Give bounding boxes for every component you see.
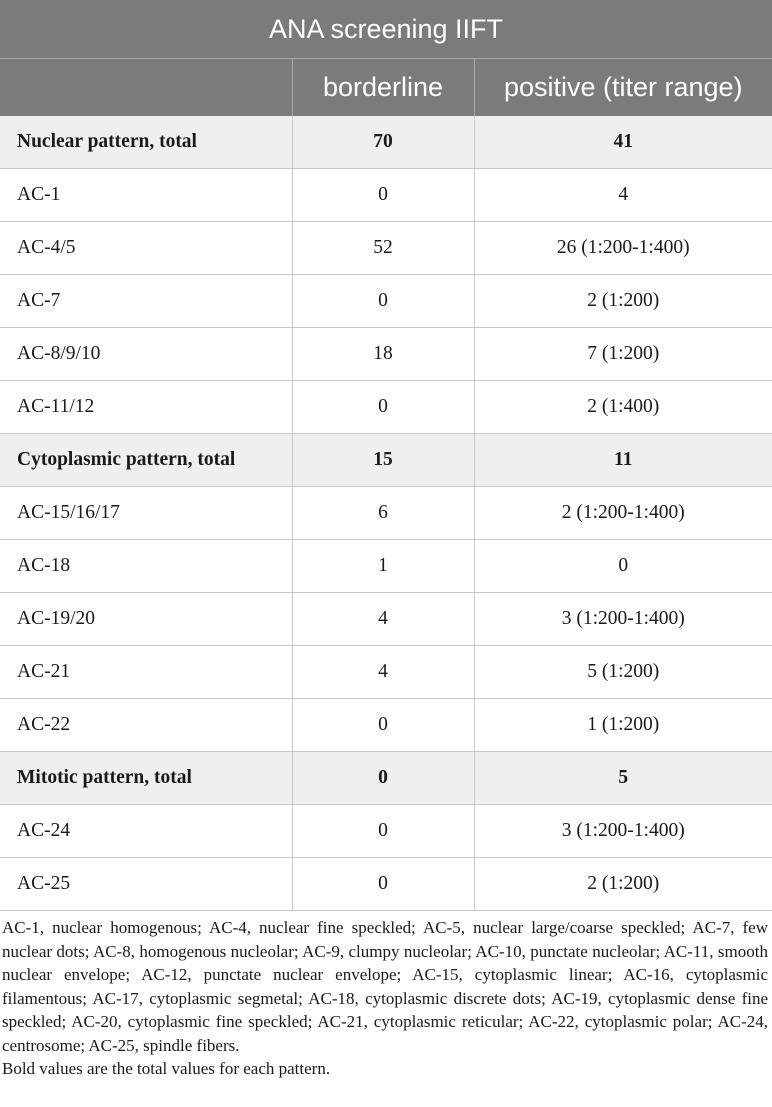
cell-pattern: AC-19/20 — [0, 593, 292, 646]
cell-pattern: AC-4/5 — [0, 222, 292, 275]
table-row — [0, 328, 772, 381]
cell-borderline: 52 — [292, 222, 474, 275]
cell-borderline: 4 — [292, 646, 474, 699]
cell-pattern: AC-24 — [0, 805, 292, 858]
table-row — [0, 275, 772, 328]
table-row — [0, 540, 772, 593]
cell-pattern: AC-15/16/17 — [0, 487, 292, 540]
cell-pattern: AC-25 — [0, 858, 292, 911]
cell-positive: 11 — [474, 434, 772, 487]
cell-positive: 2 (1:200-1:400) — [474, 487, 772, 540]
table-row — [0, 222, 772, 275]
cell-pattern: AC-18 — [0, 540, 292, 593]
table-row — [0, 646, 772, 699]
cell-borderline: 0 — [292, 381, 474, 434]
table-row-total — [0, 434, 772, 487]
cell-pattern: AC-1 — [0, 169, 292, 222]
cell-positive: 5 — [474, 752, 772, 805]
column-header-row — [0, 59, 772, 117]
cell-pattern: AC-8/9/10 — [0, 328, 292, 381]
cell-positive: 4 — [474, 169, 772, 222]
table-row — [0, 487, 772, 540]
table-row-total — [0, 116, 772, 169]
cell-pattern: AC-22 — [0, 699, 292, 752]
cell-borderline: 0 — [292, 275, 474, 328]
column-header-positive: positive (titer range) — [474, 59, 772, 117]
cell-positive: 41 — [474, 116, 772, 169]
table-row — [0, 699, 772, 752]
cell-borderline: 0 — [292, 169, 474, 222]
cell-borderline: 15 — [292, 434, 474, 487]
cell-positive: 7 (1:200) — [474, 328, 772, 381]
footnote-abbreviations: AC-1, nuclear homogenous; AC-4, nuclear fine speckled; AC-5, nuclear large/coarse speckled; AC-7, few nuclear dots; AC-8, homogenous nucleolar; AC-9, clumpy nucleolar; AC-10, punctate nucleolar; AC-11, smooth nuclear envelope; AC-12, punctate nuclear envelope; AC-15, cytoplasmic linear; AC-16, cytoplasmic filamentous; AC-17, cytoplasmic segmetal; AC-18, cytoplasmic discrete dots; AC-19, cytoplasmic dense fine speckled; AC-20, cytoplasmic fine speckled; AC-21, cytoplasmic reticular; AC-22, cytoplasmic polar; AC-24, centrosome; AC-25, spindle fibers. — [2, 918, 768, 1055]
table-row — [0, 805, 772, 858]
footnote-note: Bold values are the total values for each pattern. — [2, 1059, 331, 1078]
cell-borderline: 18 — [292, 328, 474, 381]
cell-borderline: 0 — [292, 858, 474, 911]
cell-pattern: AC-21 — [0, 646, 292, 699]
table-body — [0, 116, 772, 911]
cell-positive: 5 (1:200) — [474, 646, 772, 699]
cell-positive: 1 (1:200) — [474, 699, 772, 752]
cell-positive: 0 — [474, 540, 772, 593]
table-row — [0, 858, 772, 911]
column-header-pattern — [0, 59, 292, 117]
table-row — [0, 169, 772, 222]
table-footnote — [2, 916, 768, 1081]
table-row — [0, 593, 772, 646]
cell-borderline: 1 — [292, 540, 474, 593]
cell-pattern: AC-7 — [0, 275, 292, 328]
table-header — [0, 0, 772, 116]
table-title-row — [0, 0, 772, 59]
cell-pattern: Mitotic pattern, total — [0, 752, 292, 805]
cell-pattern: Nuclear pattern, total — [0, 116, 292, 169]
column-header-borderline: borderline — [292, 59, 474, 117]
cell-pattern: Cytoplasmic pattern, total — [0, 434, 292, 487]
cell-positive: 2 (1:200) — [474, 275, 772, 328]
cell-borderline: 0 — [292, 752, 474, 805]
cell-positive: 2 (1:400) — [474, 381, 772, 434]
table-title: ANA screening IIFT — [0, 0, 772, 59]
cell-borderline: 0 — [292, 805, 474, 858]
cell-positive: 26 (1:200-1:400) — [474, 222, 772, 275]
table-row-total — [0, 752, 772, 805]
cell-positive: 3 (1:200-1:400) — [474, 593, 772, 646]
cell-borderline: 0 — [292, 699, 474, 752]
cell-positive: 2 (1:200) — [474, 858, 772, 911]
cell-borderline: 4 — [292, 593, 474, 646]
table-row — [0, 381, 772, 434]
cell-positive: 3 (1:200-1:400) — [474, 805, 772, 858]
cell-borderline: 6 — [292, 487, 474, 540]
cell-pattern: AC-11/12 — [0, 381, 292, 434]
cell-borderline: 70 — [292, 116, 474, 169]
